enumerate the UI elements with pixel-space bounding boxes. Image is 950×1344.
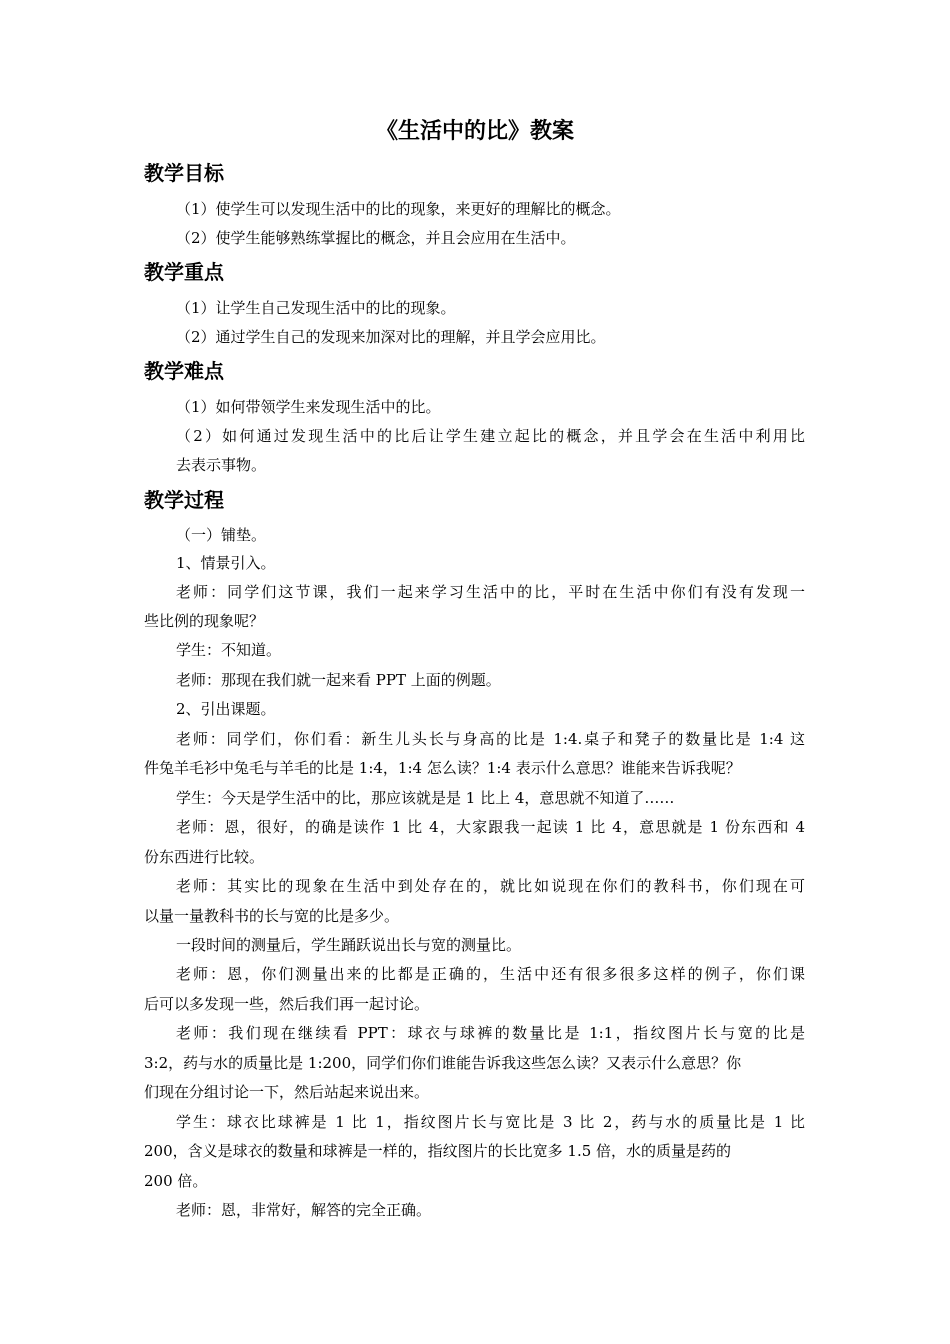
process-line: 学生：球衣比球裤是 1 比 1，指纹图片长与宽比是 3 比 2，药与水的质量比是 1 比 <box>176 1113 805 1131</box>
process-line: 老师：恩，你们测量出来的比都是正确的，生活中还有很多很多这样的例子，你们课 <box>176 965 805 983</box>
process-line: 老师：我们现在继续看 PPT：球衣与球裤的数量比是 1:1，指纹图片长与宽的比是 <box>176 1024 805 1042</box>
difficulty-item-2-cont: 去表示事物。 <box>176 456 267 474</box>
process-line: 200，含义是球衣的数量和球裤是一样的，指纹图片的长比宽多 1.5 倍，水的质量是药的 <box>144 1142 732 1160</box>
process-line: 老师：同学们这节课，我们一起来学习生活中的比，平时在生活中你们有没有发现一 <box>176 583 805 601</box>
process-line: 老师：其实比的现象在生活中到处存在的，就比如说现在你们的教科书，你们现在可 <box>176 877 805 895</box>
process-line: 以量一量教科书的长与宽的比是多少。 <box>144 907 400 925</box>
goal-item-2: （2）使学生能够熟练掌握比的概念，并且会应用在生活中。 <box>176 229 576 247</box>
keypoint-item-2: （2）通过学生自己的发现来加深对比的理解，并且学会应用比。 <box>176 328 606 346</box>
process-line: 2、引出课题。 <box>176 700 276 718</box>
difficulty-item-2: （2）如何通过发现生活中的比后让学生建立起比的概念，并且学会在生活中利用比 <box>176 427 805 445</box>
process-line: 老师：同学们，你们看：新生儿头长与身高的比是 1:4.桌子和凳子的数量比是 1:4 这 <box>176 730 805 748</box>
keypoint-item-1: （1）让学生自己发现生活中的比的现象。 <box>176 299 456 317</box>
section-heading-keypoints: 教学重点 <box>144 260 224 284</box>
section-heading-difficulties: 教学难点 <box>144 359 224 383</box>
process-line: 老师：恩，很好，的确是读作 1 比 4，大家跟我一起读 1 比 4，意思就是 1 份东西和 4 <box>176 818 805 836</box>
process-line: 件兔羊毛衫中兔毛与羊毛的比是 1:4，1:4 怎么读？1:4 表示什么意思？谁能来告诉我呢？ <box>144 759 741 777</box>
goal-item-1: （1）使学生可以发现生活中的比的现象，来更好的理解比的概念。 <box>176 200 621 218</box>
process-line: 份东西进行比较。 <box>144 848 265 866</box>
process-line: 后可以多发现一些，然后我们再一起讨论。 <box>144 995 430 1013</box>
document-title: 《生活中的比》教案 <box>375 118 574 144</box>
process-line: 200 倍。 <box>144 1172 208 1190</box>
process-line: 学生：今天是学生活中的比，那应该就是是 1 比上 4，意思就不知道了…… <box>176 789 675 807</box>
process-line: 们现在分组讨论一下，然后站起来说出来。 <box>144 1083 430 1101</box>
process-line: 学生：不知道。 <box>176 641 282 659</box>
process-line: 老师：恩，非常好，解答的完全正确。 <box>176 1201 432 1219</box>
difficulty-item-1: （1）如何带领学生来发现生活中的比。 <box>176 398 441 416</box>
process-line: 一段时间的测量后，学生踊跃说出长与宽的测量比。 <box>176 936 522 954</box>
section-heading-process: 教学过程 <box>144 488 224 512</box>
process-line: 1、情景引入。 <box>176 554 276 572</box>
process-line: 3:2，药与水的质量比是 1:200，同学们你们谁能告诉我这些怎么读？又表示什么意思？你 <box>144 1054 742 1072</box>
process-line: 老师：那现在我们就一起来看 PPT 上面的例题。 <box>176 671 501 689</box>
process-line: （一）铺垫。 <box>176 526 267 544</box>
process-line: 些比例的现象呢？ <box>144 612 265 630</box>
section-heading-goals: 教学目标 <box>144 161 224 185</box>
